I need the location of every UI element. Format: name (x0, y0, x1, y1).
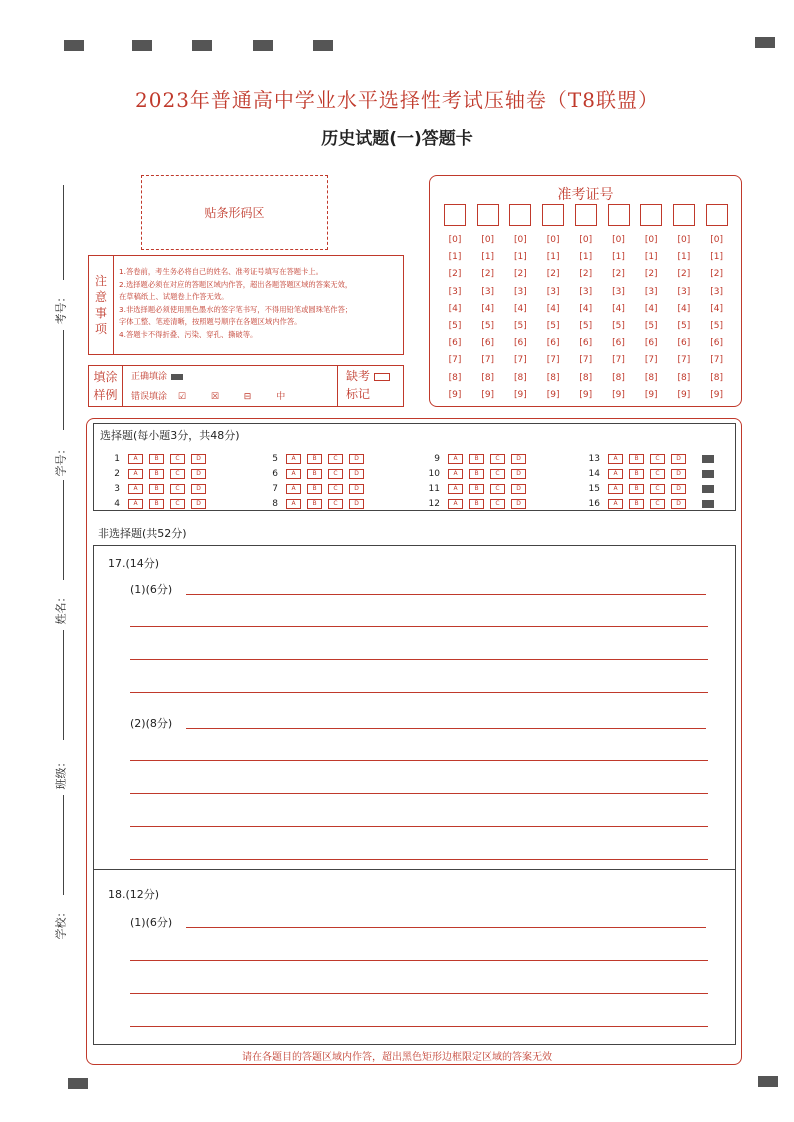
side-line (63, 330, 64, 430)
mc-option-b[interactable]: B (469, 454, 484, 464)
admission-digit-option[interactable]: [6] (677, 338, 691, 349)
admission-digit-box[interactable] (673, 204, 695, 226)
side-line (63, 795, 64, 895)
mc-question-number: 16 (588, 499, 600, 509)
mc-question-5 (262, 452, 370, 466)
admission-digit-option[interactable]: [1] (448, 252, 462, 263)
admission-digit-option[interactable]: [1] (579, 252, 593, 263)
admission-digit-option[interactable]: [0] (448, 235, 462, 245)
timing-mark (702, 485, 714, 493)
absent-mark-area[interactable]: 缺考 标记 (337, 366, 403, 406)
admission-digit-option[interactable]: [9] (546, 389, 560, 400)
answer-line[interactable] (130, 1026, 708, 1027)
admission-digit-option[interactable]: [3] (481, 286, 495, 297)
mc-option-a[interactable]: A (448, 454, 463, 464)
mc-option-a[interactable]: A (448, 499, 463, 509)
admission-digit-option[interactable]: [9] (579, 389, 593, 400)
answer-line[interactable] (186, 728, 706, 729)
mc-question-8 (262, 497, 370, 511)
admission-digit-option[interactable]: [6] (481, 338, 495, 349)
admission-digit-option[interactable]: [5] (546, 321, 560, 332)
mc-option-b[interactable]: B (469, 499, 484, 509)
mc-question-number: 12 (428, 499, 440, 509)
admission-digit-option[interactable]: [8] (612, 372, 625, 383)
mc-option-b[interactable]: B (149, 469, 164, 479)
mc-option-a[interactable]: A (128, 484, 143, 494)
admission-digit-option[interactable]: [4] (677, 303, 691, 314)
admission-digit-option[interactable]: [6] (448, 338, 462, 349)
timing-mark (702, 470, 714, 478)
mc-question-13 (584, 452, 714, 466)
mc-option-a[interactable]: A (128, 469, 143, 479)
answer-line[interactable] (130, 793, 708, 794)
admission-digit-option[interactable]: [8] (579, 372, 593, 383)
mc-option-c[interactable]: C (328, 469, 343, 479)
answer-line[interactable] (130, 659, 708, 660)
mc-option-d[interactable]: D (511, 469, 526, 479)
admission-digit-option[interactable]: [8] (546, 372, 560, 383)
side-line (63, 480, 64, 580)
admission-digit-column (477, 204, 499, 404)
admission-digit-option[interactable]: [4] (546, 303, 560, 314)
notes-box (88, 255, 404, 355)
admission-digit-option[interactable]: [7] (710, 355, 723, 366)
admission-number-box (429, 175, 742, 407)
admission-digit-column (706, 204, 728, 404)
admission-digit-box[interactable] (575, 204, 597, 226)
admission-digit-option[interactable]: [7] (481, 355, 495, 366)
admission-digit-option[interactable]: [7] (546, 355, 560, 366)
admission-digit-option[interactable]: [2] (481, 269, 495, 280)
mc-question-16 (584, 497, 714, 511)
admission-digit-option[interactable]: [3] (514, 286, 527, 297)
mc-option-c[interactable]: C (328, 484, 343, 494)
alignment-mark (68, 1078, 88, 1089)
mc-question-number: 7 (272, 484, 278, 494)
mc-question-number: 10 (428, 469, 440, 479)
mc-option-c[interactable]: C (650, 484, 665, 494)
notes-body: 1.答卷前，考生务必将自己的姓名、准考证号填写在答题卡上。 2.选择题必须在对应的答题区域内作答，超出各题答题区域的答案无效， 在草稿纸上、试题卷上作答无效。 3.非选择题必须使用黑色墨水的签字笔书写，不得用铅笔或圆珠笔作答； 字体工整、笔迹清晰，按照题号顺序在各题区域内作答。 4.答题卡不得折叠、污染、穿孔、撕破等。 (119, 267, 353, 339)
answer-line[interactable] (130, 960, 708, 961)
alignment-mark (132, 40, 152, 51)
mc-option-d[interactable]: D (671, 484, 686, 494)
mc-option-a[interactable]: A (448, 484, 463, 494)
admission-digit-option[interactable]: [3] (677, 286, 691, 297)
mc-question-7 (262, 482, 370, 496)
admission-digit-option[interactable]: [2] (677, 269, 691, 280)
admission-digit-option[interactable]: [8] (710, 372, 723, 383)
non-choice-heading: 非选择题(共52分) (98, 527, 187, 540)
admission-digit-option[interactable]: [5] (579, 321, 593, 332)
admission-digit-option[interactable]: [2] (644, 269, 658, 280)
mc-option-d[interactable]: D (191, 454, 206, 464)
admission-digit-option[interactable]: [5] (710, 321, 723, 332)
admission-number-title: 准考证号 (557, 187, 614, 203)
mc-question-9 (424, 452, 532, 466)
admission-digit-option[interactable]: [8] (644, 372, 658, 383)
admission-digit-option[interactable]: [6] (612, 338, 625, 349)
admission-digit-option[interactable]: [6] (546, 338, 560, 349)
side-line (63, 185, 64, 280)
mc-option-c[interactable]: C (650, 469, 665, 479)
admission-digit-option[interactable]: [1] (710, 252, 723, 263)
answer-line[interactable] (186, 594, 706, 595)
mc-question-12 (424, 497, 532, 511)
fill-example-heading: 填涂 样例 (89, 366, 123, 406)
mc-option-a[interactable]: A (128, 499, 143, 509)
mc-question-number: 2 (114, 469, 120, 479)
mc-option-a[interactable]: A (286, 454, 301, 464)
mc-option-c[interactable]: C (170, 484, 185, 494)
notes-heading: 注 意 事 项 (89, 256, 114, 354)
mc-option-b[interactable]: B (629, 469, 644, 479)
admission-digit-option[interactable]: [7] (448, 355, 462, 366)
admission-digit-option[interactable]: [1] (514, 252, 527, 263)
mc-question-number: 15 (588, 484, 600, 494)
admission-digit-option[interactable]: [4] (579, 303, 593, 314)
admission-digit-option[interactable]: [8] (514, 372, 527, 383)
mc-option-a[interactable]: A (608, 469, 623, 479)
mc-question-4 (104, 497, 212, 511)
mc-question-number: 5 (272, 454, 278, 464)
mc-option-b[interactable]: B (307, 469, 322, 479)
admission-digit-option[interactable]: [9] (677, 389, 691, 400)
admission-digit-column (509, 204, 531, 404)
side-label-name: 姓名： (54, 591, 68, 625)
mc-option-d[interactable]: D (511, 484, 526, 494)
timing-mark (702, 455, 714, 463)
admission-digit-option[interactable]: [4] (481, 303, 495, 314)
mc-option-a[interactable]: A (286, 484, 301, 494)
mc-option-d[interactable]: D (511, 454, 526, 464)
mc-option-b[interactable]: B (469, 469, 484, 479)
admission-digit-option[interactable]: [5] (514, 321, 527, 332)
mc-option-c[interactable]: C (650, 454, 665, 464)
admission-digit-box[interactable] (509, 204, 531, 226)
mc-question-number: 3 (114, 484, 120, 494)
side-line (63, 630, 64, 740)
admission-digit-option[interactable]: [3] (546, 286, 560, 297)
question-17-title: 17.(14分) (108, 557, 160, 570)
alignment-mark (64, 40, 84, 51)
mc-option-b[interactable]: B (307, 454, 322, 464)
mc-question-number: 11 (428, 484, 440, 494)
mc-question-number: 1 (114, 454, 120, 464)
timing-mark (702, 500, 714, 508)
mc-option-c[interactable]: C (328, 454, 343, 464)
admission-digit-option[interactable]: [5] (644, 321, 658, 332)
mc-option-d[interactable]: D (349, 499, 364, 509)
admission-digit-column (575, 204, 597, 404)
alignment-mark (192, 40, 212, 51)
admission-digit-option[interactable]: [0] (579, 235, 593, 245)
mc-question-6 (262, 467, 370, 481)
admission-digit-option[interactable]: [3] (448, 286, 462, 297)
alignment-mark (755, 37, 775, 48)
answer-line[interactable] (130, 859, 708, 860)
admission-digit-option[interactable]: [2] (514, 269, 527, 280)
mc-option-a[interactable]: A (608, 454, 623, 464)
admission-digit-option[interactable]: [9] (514, 389, 527, 400)
answer-line[interactable] (130, 760, 708, 761)
admission-digit-option[interactable]: [2] (612, 269, 625, 280)
mc-option-b[interactable]: B (307, 484, 322, 494)
mc-option-c[interactable]: C (490, 469, 505, 479)
mc-option-d[interactable]: D (349, 454, 364, 464)
admission-digit-option[interactable]: [7] (514, 355, 527, 366)
admission-digit-option[interactable]: [1] (546, 252, 560, 263)
admission-digit-option[interactable]: [4] (514, 303, 527, 314)
mc-option-d[interactable]: D (349, 469, 364, 479)
mc-option-c[interactable]: C (490, 484, 505, 494)
mc-question-number: 9 (434, 454, 440, 464)
mc-option-d[interactable]: D (671, 469, 686, 479)
multiple-choice-section (93, 423, 736, 511)
admission-digit-option[interactable]: [5] (448, 321, 462, 332)
admission-digit-option[interactable]: [2] (579, 269, 593, 280)
admission-digit-option[interactable]: [6] (644, 338, 658, 349)
mc-option-c[interactable]: C (170, 454, 185, 464)
question-17-part-1: (1)(6分) (130, 583, 173, 596)
mc-option-b[interactable]: B (307, 499, 322, 509)
answer-line[interactable] (186, 927, 706, 928)
admission-digit-option[interactable]: [0] (546, 235, 560, 245)
admission-digit-option[interactable]: [6] (514, 338, 527, 349)
page-title: 2023年普通高中学业水平选择性考试压轴卷（T8联盟） (135, 88, 659, 112)
mc-question-10 (424, 467, 532, 481)
admission-digit-option[interactable]: [4] (612, 303, 625, 314)
footer-notice: 请在各题目的答题区域内作答，超出黑色矩形边框限定区域的答案无效 (242, 1052, 552, 1063)
mc-option-d[interactable]: D (191, 484, 206, 494)
answer-line[interactable] (130, 826, 708, 827)
mc-option-c[interactable]: C (170, 469, 185, 479)
mc-option-a[interactable]: A (286, 499, 301, 509)
admission-digit-box[interactable] (542, 204, 564, 226)
multiple-choice-heading: 选择题(每小题3分，共48分) (100, 429, 240, 442)
mc-option-d[interactable]: D (191, 499, 206, 509)
filled-mark (171, 374, 183, 380)
mc-option-c[interactable]: C (328, 499, 343, 509)
mc-option-c[interactable]: C (490, 499, 505, 509)
mc-option-c[interactable]: C (650, 499, 665, 509)
mc-option-a[interactable]: A (448, 469, 463, 479)
mc-question-number: 4 (114, 499, 120, 509)
mc-option-b[interactable]: B (149, 484, 164, 494)
mc-option-a[interactable]: A (608, 484, 623, 494)
admission-digit-option[interactable]: [8] (448, 372, 462, 383)
admission-digit-option[interactable]: [1] (612, 252, 625, 263)
admission-digit-option[interactable]: [9] (612, 389, 625, 400)
mc-question-3 (104, 482, 212, 496)
admission-digit-option[interactable]: [7] (644, 355, 658, 366)
barcode-area (141, 175, 328, 250)
mc-question-number: 6 (272, 469, 278, 479)
alignment-mark (758, 1076, 778, 1087)
admission-digit-option[interactable]: [4] (644, 303, 658, 314)
answer-line[interactable] (130, 692, 708, 693)
mc-option-a[interactable]: A (286, 469, 301, 479)
admission-digit-option[interactable]: [4] (448, 303, 462, 314)
admission-digit-option[interactable]: [0] (644, 235, 658, 245)
mc-option-c[interactable]: C (490, 454, 505, 464)
mc-question-number: 8 (272, 499, 278, 509)
mc-option-b[interactable]: B (469, 484, 484, 494)
admission-digit-option[interactable]: [1] (677, 252, 691, 263)
admission-digit-box[interactable] (608, 204, 630, 226)
admission-digit-option[interactable]: [6] (579, 338, 593, 349)
admission-digit-column (673, 204, 695, 404)
mc-option-b[interactable]: B (149, 499, 164, 509)
mc-option-a[interactable]: A (128, 454, 143, 464)
admission-digit-option[interactable]: [9] (448, 389, 462, 400)
question-17-box[interactable] (93, 545, 736, 870)
admission-digit-box[interactable] (706, 204, 728, 226)
mc-option-b[interactable]: B (149, 454, 164, 464)
mc-option-d[interactable]: D (511, 499, 526, 509)
question-18-box[interactable] (93, 870, 736, 1045)
absent-checkbox[interactable] (374, 373, 390, 381)
admission-digit-column (444, 204, 466, 404)
correct-fill-example: 正确填涂 (131, 369, 183, 382)
side-label-class: 班级： (54, 756, 68, 790)
admission-digit-option[interactable]: [5] (612, 321, 625, 332)
question-18-title: 18.(12分) (108, 888, 160, 901)
mc-question-15 (584, 482, 714, 496)
mc-option-b[interactable]: B (629, 484, 644, 494)
admission-digit-option[interactable]: [3] (710, 286, 723, 297)
admission-digit-option[interactable]: [0] (677, 235, 691, 245)
admission-digit-option[interactable]: [7] (677, 355, 691, 366)
admission-digit-option[interactable]: [4] (710, 303, 723, 314)
admission-digit-option[interactable]: [0] (710, 235, 723, 245)
alignment-mark (253, 40, 273, 51)
mc-option-d[interactable]: D (671, 499, 686, 509)
mc-option-b[interactable]: B (629, 499, 644, 509)
side-label-school: 学校： (54, 906, 68, 940)
admission-digit-option[interactable]: [0] (514, 235, 527, 245)
admission-digit-option[interactable]: [9] (481, 389, 495, 400)
mc-question-number: 13 (588, 454, 600, 464)
admission-digit-box[interactable] (444, 204, 466, 226)
admission-digit-option[interactable]: [3] (644, 286, 658, 297)
admission-digit-column (640, 204, 662, 404)
mc-option-d[interactable]: D (349, 484, 364, 494)
mc-option-d[interactable]: D (671, 454, 686, 464)
admission-digit-option[interactable]: [5] (677, 321, 691, 332)
mc-option-a[interactable]: A (608, 499, 623, 509)
admission-digit-box[interactable] (477, 204, 499, 226)
admission-digit-column (542, 204, 564, 404)
admission-digit-box[interactable] (640, 204, 662, 226)
side-label-student-no: 学号： (54, 443, 68, 477)
admission-digit-option[interactable]: [7] (579, 355, 593, 366)
admission-digit-option[interactable]: [2] (710, 269, 723, 280)
admission-digit-option[interactable]: [9] (710, 389, 723, 400)
admission-digit-option[interactable]: [0] (612, 235, 625, 245)
admission-digit-option[interactable]: [9] (644, 389, 658, 400)
mc-option-d[interactable]: D (191, 469, 206, 479)
page-subtitle: 历史试题(一)答题卡 (321, 129, 473, 149)
admission-digit-option[interactable]: [3] (579, 286, 593, 297)
side-label-exam-no: 考号： (54, 291, 68, 325)
mc-question-number: 14 (588, 469, 600, 479)
admission-digit-option[interactable]: [3] (612, 286, 625, 297)
admission-digit-option[interactable]: [1] (644, 252, 658, 263)
admission-digit-option[interactable]: [8] (677, 372, 691, 383)
mc-question-1 (104, 452, 212, 466)
admission-digit-option[interactable]: [6] (710, 338, 723, 349)
admission-digit-option[interactable]: [2] (448, 269, 462, 280)
mc-question-11 (424, 482, 532, 496)
mc-question-14 (584, 467, 714, 481)
mc-option-b[interactable]: B (629, 454, 644, 464)
question-18-part-1: (1)(6分) (130, 916, 173, 929)
barcode-label: 贴条形码区 (204, 206, 265, 220)
question-17-part-2: (2)(8分) (130, 717, 173, 730)
fill-example-box (88, 365, 404, 407)
mc-question-2 (104, 467, 212, 481)
alignment-mark (313, 40, 333, 51)
answer-line[interactable] (130, 993, 708, 994)
admission-digit-option[interactable]: [5] (481, 321, 495, 332)
admission-digit-column (608, 204, 630, 404)
answer-line[interactable] (130, 626, 708, 627)
admission-digit-option[interactable]: [2] (546, 269, 560, 280)
admission-digit-option[interactable]: [0] (481, 235, 495, 245)
admission-digit-option[interactable]: [7] (612, 355, 625, 366)
admission-digit-option[interactable]: [8] (481, 372, 495, 383)
mc-option-c[interactable]: C (170, 499, 185, 509)
admission-digit-option[interactable]: [1] (481, 252, 495, 263)
wrong-fill-example: 错误填涂 ☑ ☒ ⊟ 中 (131, 392, 286, 402)
